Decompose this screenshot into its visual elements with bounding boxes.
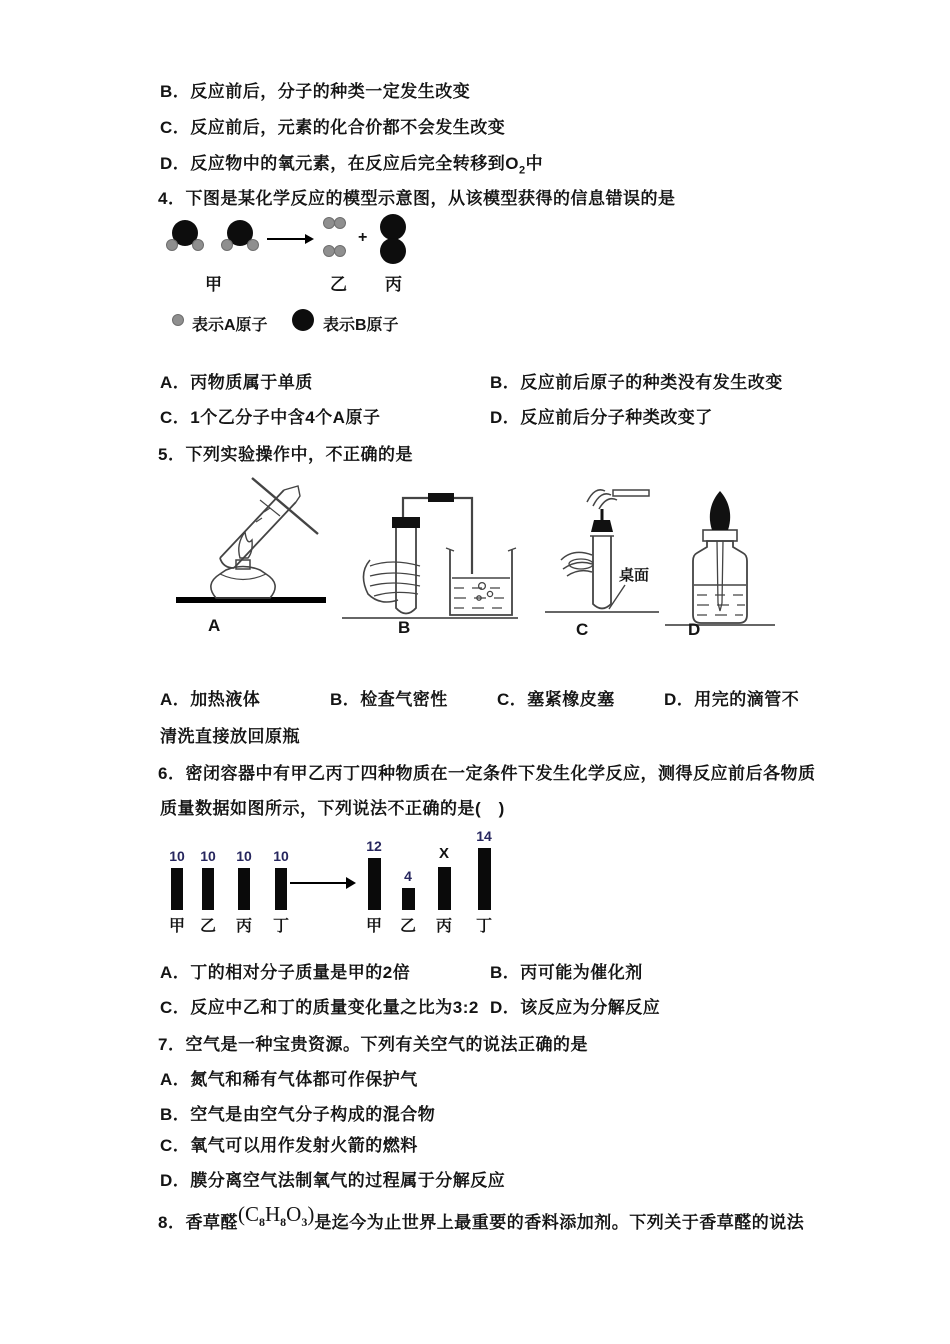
q8-stem — [158, 1202, 805, 1237]
bar-after-bing — [438, 867, 451, 910]
q3-option-d-text: D．反应物中的氧元素，在反应后完全转移到 — [160, 154, 506, 173]
bar-value: 14 — [476, 828, 492, 844]
atom-a-small — [166, 239, 178, 251]
q7-stem: 7．空气是一种宝贵资源。下列有关空气的说法正确的是 — [158, 1035, 588, 1054]
bar-value-unknown: X — [438, 845, 449, 862]
bar-label: 甲 — [168, 918, 185, 935]
model-label-jia: 甲 — [205, 275, 222, 294]
bar-after-yi — [402, 888, 415, 910]
q5-option-d: D．用完的滴管不 — [664, 690, 800, 709]
reaction-arrow-head — [305, 234, 314, 244]
atom-a-small — [192, 239, 204, 251]
q3-option-d — [160, 149, 543, 176]
chart-arrow-line — [290, 882, 348, 884]
air-tightness-figure — [340, 482, 522, 637]
bar-value: 10 — [236, 848, 252, 864]
q6-mass-bar-chart — [160, 823, 530, 941]
atom-b-large — [380, 238, 406, 264]
q7-option-b: B．空气是由空气分子构成的混合物 — [160, 1105, 436, 1124]
q6-stem-line2: 质量数据如图所示，下列说法不正确的是( ) — [160, 799, 505, 818]
bar-label: 丁 — [475, 918, 492, 935]
bar-value: 4 — [404, 868, 412, 884]
figure-label-d: D — [688, 620, 701, 639]
q4-option-a: A．丙物质属于单质 — [160, 373, 313, 392]
q3-option-b: B．反应前后，分子的种类一定发生改变 — [160, 82, 471, 101]
bar-value: 10 — [200, 848, 216, 864]
q5-option-d-wrap: 清洗直接放回原瓶 — [160, 727, 300, 746]
figure-label-a: A — [208, 616, 221, 635]
plus-sign: + — [358, 229, 368, 246]
atom-a-small — [221, 239, 233, 251]
bar-before-ding — [275, 868, 287, 910]
q7-option-c: C．氧气可以用作发射火箭的燃料 — [160, 1136, 418, 1155]
bar-before-bing — [238, 868, 250, 910]
formula-part: ) — [307, 1202, 315, 1226]
q5-option-c: C．塞紧橡皮塞 — [497, 690, 615, 709]
bar-value: 10 — [273, 848, 289, 864]
heating-liquid-figure — [168, 472, 336, 619]
oxygen-subscript: 2 — [519, 164, 526, 177]
q4-option-c: C．1个乙分子中含4个A原子 — [160, 408, 381, 427]
q5-option-b: B．检查气密性 — [330, 690, 448, 709]
legend-atom-b-icon — [292, 309, 314, 331]
q4-reaction-model-figure — [160, 213, 470, 348]
q7-option-a: A．氮气和稀有气体都可作保护气 — [160, 1070, 418, 1089]
vanillin-formula — [237, 1202, 315, 1230]
chart-arrow-head — [346, 877, 356, 889]
q6-stem-line1: 6．密闭容器中有甲乙丙丁四种物质在一定条件下发生化学反应，测得反应前后各物质 — [158, 764, 816, 783]
model-label-yi: 乙 — [330, 275, 347, 294]
q4-option-d: D．反应前后分子种类改变了 — [490, 408, 713, 427]
model-label-bing: 丙 — [385, 275, 402, 294]
q3-option-d-suffix: 中 — [525, 154, 544, 173]
bar-after-jia — [368, 858, 381, 910]
bar-label: 甲 — [365, 918, 382, 935]
formula-part: H — [264, 1202, 281, 1226]
q6-option-b: B．丙可能为催化剂 — [490, 963, 643, 982]
oxygen-symbol: O — [505, 154, 520, 173]
atom-b-large — [380, 214, 406, 240]
legend-atom-a-icon — [172, 314, 184, 326]
bar-after-ding — [478, 848, 491, 910]
atom-a-small — [247, 239, 259, 251]
atom-a-small — [334, 245, 346, 257]
q5-option-a: A．加热液体 — [160, 690, 261, 709]
formula-subscript: 3 — [301, 1215, 308, 1230]
formula-part: O — [286, 1202, 302, 1226]
desk-label: 桌面 — [619, 567, 650, 584]
reaction-arrow-line — [267, 238, 307, 240]
formula-subscript: 8 — [258, 1215, 265, 1230]
figure-label-b: B — [398, 618, 411, 637]
dropper-bottle-figure — [665, 485, 777, 642]
bar-label: 丙 — [435, 918, 452, 935]
q6-option-c: C．反应中乙和丁的质量变化量之比为3:2 — [160, 998, 479, 1017]
bar-label: 丙 — [235, 918, 252, 935]
bar-value: 10 — [169, 848, 185, 864]
legend-atom-a-label: 表示A原子 — [192, 317, 268, 334]
q7-option-d: D．膜分离空气法制氧气的过程属于分解反应 — [160, 1171, 506, 1190]
bar-value: 12 — [366, 838, 382, 854]
bar-label: 乙 — [399, 918, 416, 935]
q6-option-a: A．丁的相对分子质量是甲的2倍 — [160, 963, 411, 982]
figure-label-c: C — [576, 620, 589, 639]
q3-option-c: C．反应前后，元素的化合价都不会发生改变 — [160, 118, 506, 137]
q6-option-d: D．该反应为分解反应 — [490, 998, 661, 1017]
bar-before-jia — [171, 868, 183, 910]
q8-suffix: 是迄今为止世界上最重要的香料添加剂。下列关于香草醛的说法 — [314, 1213, 805, 1232]
stopper-pressing-figure — [545, 478, 663, 635]
bar-before-yi — [202, 868, 214, 910]
q4-stem: 4．下图是某化学反应的模型示意图，从该模型获得的信息错误的是 — [158, 189, 676, 208]
formula-subscript: 8 — [280, 1215, 287, 1230]
atom-a-small — [334, 217, 346, 229]
q4-option-b: B．反应前后原子的种类没有发生改变 — [490, 373, 783, 392]
q5-stem: 5．下列实验操作中，不正确的是 — [158, 445, 413, 464]
q8-prefix: 8．香草醛 — [158, 1213, 238, 1232]
legend-atom-b-label: 表示B原子 — [323, 317, 399, 334]
bar-label: 乙 — [199, 918, 216, 935]
bar-label: 丁 — [272, 918, 289, 935]
formula-part: (C — [237, 1202, 259, 1226]
